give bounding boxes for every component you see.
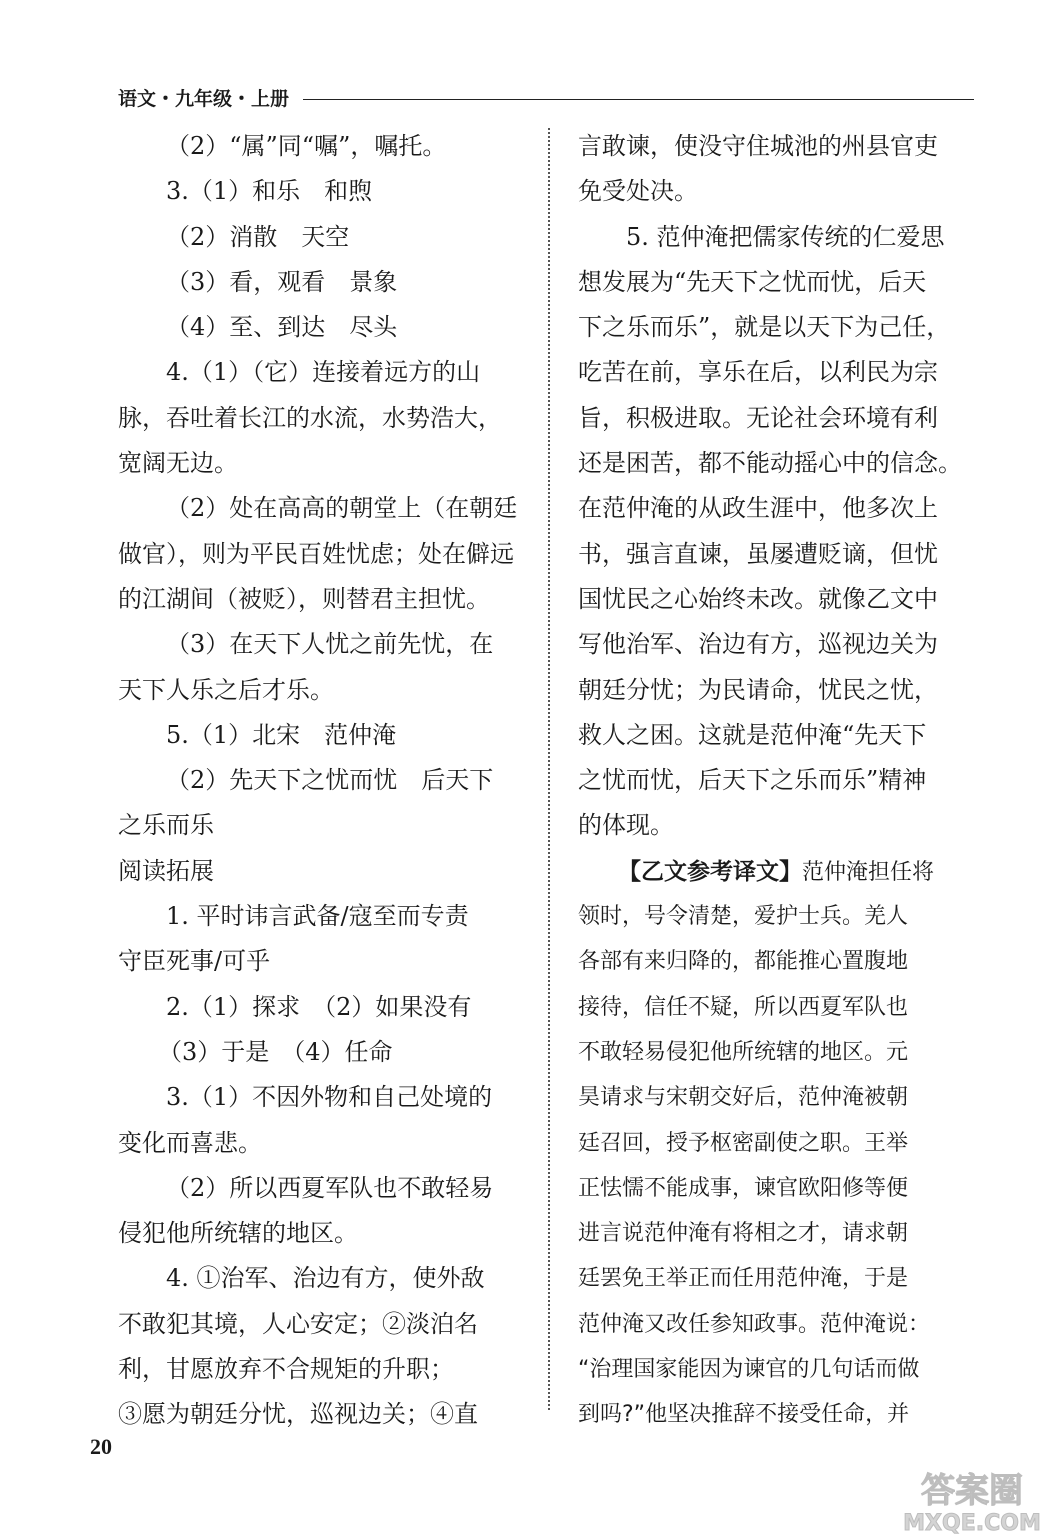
answer-line: 5. 范仲淹把儒家传统的仁爱思 — [626, 222, 945, 251]
translation-line: 接待，信任不疑，所以西夏军队也 — [578, 994, 909, 1020]
answer-line: 3.（1）不因外物和自己处境的 — [166, 1083, 493, 1112]
translation-line: 到吗?”他坚决推辞不接受任命，并 — [578, 1402, 910, 1428]
answer-line: 5.（1）北宋 范仲淹 — [166, 720, 397, 749]
translation-first-line — [578, 849, 978, 894]
answer-line: 言敢谏，使没守住城池的州县官吏 — [578, 132, 938, 160]
translation-text: 范仲淹担任将 — [802, 859, 935, 885]
answer-line: 书，强言直谏，虽屡遭贬谪，但忧 — [578, 539, 938, 568]
answer-line: 国忧民之心始终未改。就像乙文中 — [578, 584, 938, 613]
translation-heading: 【乙文参考译文】 — [618, 858, 802, 885]
answer-line: 的江湖间（被贬），则替君主担忧。 — [118, 584, 490, 613]
answer-line: 旨，积极进取。无论社会环境有利 — [578, 403, 938, 432]
answer-line: 之乐而乐 — [118, 811, 214, 840]
answer-line: 在范仲淹的从政生涯中，他多次上 — [578, 494, 938, 523]
answer-line: （3）在天下人忧之前先忧，在 — [166, 630, 494, 659]
translation-line: 廷罢免王举正而任用范仲淹，于是 — [578, 1266, 909, 1292]
answer-line: （2）“属”同“嘱”，嘱托。 — [166, 132, 447, 160]
answer-line: 天下人乐之后才乐。 — [118, 675, 334, 704]
answer-line: 侵犯他所统辖的地区。 — [118, 1219, 358, 1248]
answer-line: 吃苦在前，享乐在后，以利民为宗 — [578, 358, 938, 387]
answer-line: 免受处决。 — [578, 177, 698, 206]
answer-line: （3）看，观看 景象 — [166, 267, 398, 296]
translation-line: 正怯懦不能成事，谏官欧阳修等便 — [578, 1175, 909, 1201]
answer-line: 之忧而忧，后天下之乐而乐”精神 — [578, 766, 927, 795]
translation-line: “治理国家能因为谏官的几句话而做 — [578, 1357, 920, 1383]
answer-line: 不敢犯其境，人心安定；②淡泊名 — [118, 1309, 478, 1338]
answer-line: （2）处在高高的朝堂上（在朝廷 — [166, 494, 518, 523]
answer-line: （4）至、到达 尽头 — [166, 313, 398, 342]
answer-line: 4. ①治军、治边有方，使外敌 — [166, 1264, 485, 1293]
column-divider — [548, 128, 550, 1410]
answer-line: 3.（1）和乐 和煦 — [166, 177, 373, 206]
answer-line: 救人之困。这就是范仲淹“先天下 — [578, 720, 927, 749]
translation-line: 领时，号令清楚，爱护士兵。羌人 — [578, 904, 909, 930]
answer-line: 脉，吞吐着长江的水流，水势浩大， — [118, 403, 502, 432]
answer-line: （2）消散 天空 — [166, 222, 350, 251]
watermark-logo — [880, 1470, 1064, 1536]
answer-line: 1. 平时讳言武备/寇至而专责 — [166, 902, 469, 931]
answer-line: 守臣死事/可乎 — [118, 947, 271, 976]
left-column — [118, 124, 528, 1438]
answer-line: （2）先天下之忧而忧 后天下 — [166, 766, 494, 795]
page-number: 20 — [90, 1434, 112, 1459]
answer-line: 还是困苦，都不能动摇心中的信念。 — [578, 449, 962, 478]
translation-line: 各部有来归降的，都能推心置腹地 — [578, 949, 909, 975]
translation-line: 进言说范仲淹有将相之才，请求朝 — [578, 1221, 909, 1247]
watermark-top-text: 答案圈 — [921, 1471, 1023, 1511]
translation-line: 范仲淹又改任参知政事。范仲淹说： — [578, 1311, 931, 1337]
answer-line: 想发展为“先天下之忧而忧，后天 — [578, 267, 927, 296]
right-column — [578, 124, 978, 1438]
header-rule — [303, 99, 974, 100]
answer-line: 宽阔无边。 — [118, 449, 238, 478]
translation-line: 廷召回，授予枢密副使之职。王举 — [578, 1130, 909, 1156]
header-title: 语文・九年级・上册 — [118, 88, 290, 110]
answer-line: 写他治军、治边有方，巡视边关为 — [578, 630, 938, 659]
answer-line: 下之乐而乐”，就是以天下为己任， — [578, 313, 951, 342]
answer-line: 的体现。 — [578, 811, 674, 840]
answer-line: 变化而喜悲。 — [118, 1128, 262, 1157]
page-header — [118, 84, 974, 114]
answer-line: 朝廷分忧；为民请命，忧民之忧， — [578, 675, 938, 704]
answer-line: ③愿为朝廷分忧，巡视边关；④直 — [118, 1400, 478, 1429]
answer-line: （2）所以西夏军队也不敢轻易 — [166, 1173, 494, 1202]
section-heading: 阅读拓展 — [118, 856, 214, 885]
answer-line: 利，甘愿放弃不合规矩的升职； — [118, 1355, 454, 1384]
translation-line: 不敢轻易侵犯他所统辖的地区。元 — [578, 1039, 909, 1065]
answer-line: 2.（1）探求 （2）如果没有 — [166, 992, 472, 1021]
answer-line: 4.（1）（它）连接着远方的山 — [166, 358, 481, 387]
answer-line: 做官），则为平民百姓忧虑；处在僻远 — [118, 539, 514, 568]
answer-line: （3）于是 （4）任命 — [158, 1037, 393, 1066]
watermark-bottom-text: MXQE.COM — [903, 1511, 1041, 1536]
translation-line: 昊请求与宋朝交好后，范仲淹被朝 — [578, 1085, 909, 1111]
